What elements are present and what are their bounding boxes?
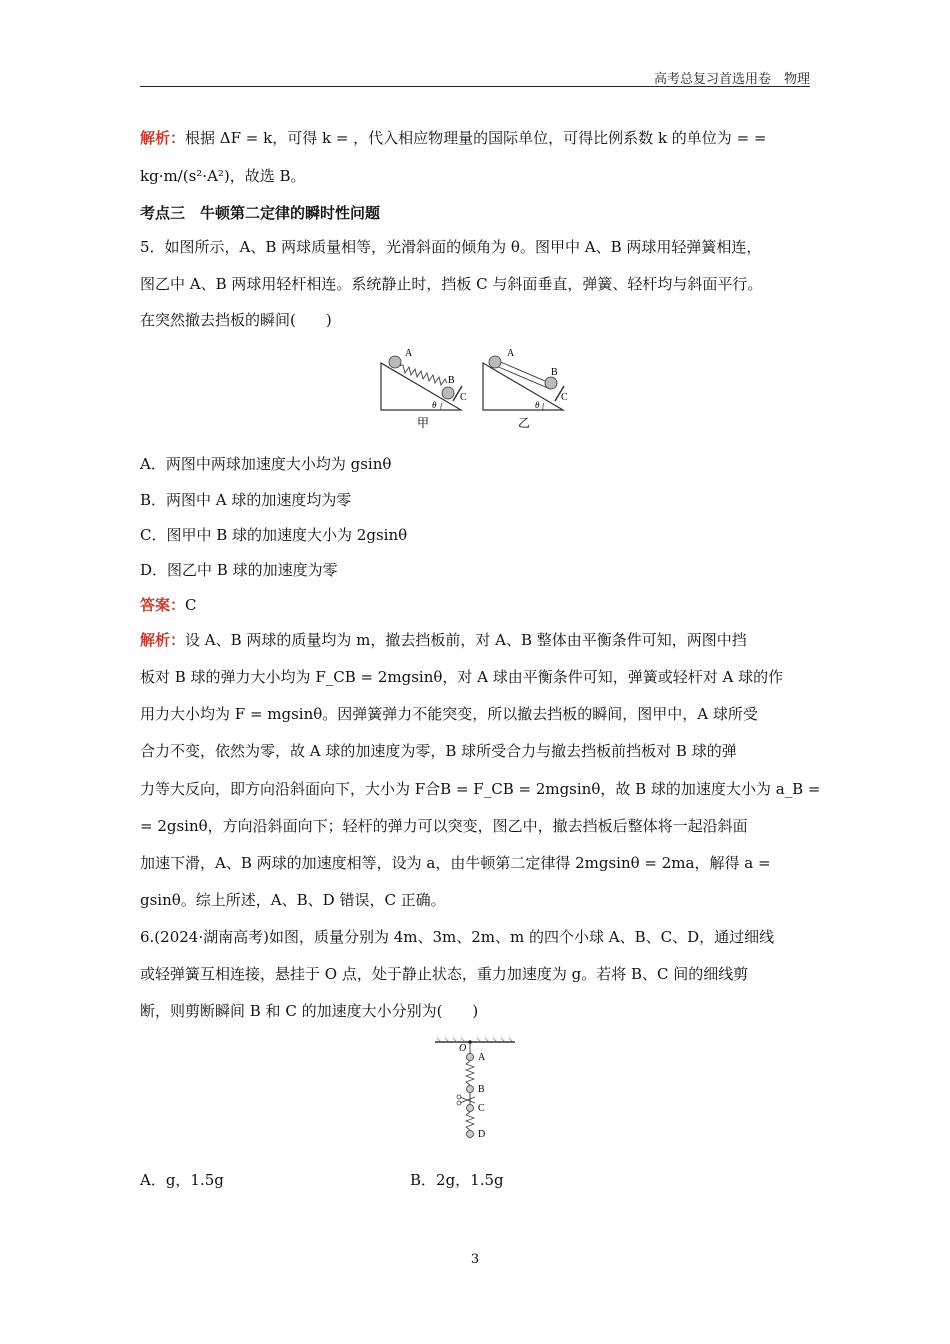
label-c-right: C xyxy=(561,392,568,403)
label-a: A xyxy=(478,1052,486,1063)
q5-analysis-line-8: gsinθ。综上所述，A、B、D 错误，C 正确。 xyxy=(140,891,446,909)
header-title: 高考总复习首选用卷 物理 xyxy=(653,72,810,87)
q5-option-a: A．两图中两球加速度大小均为 gsinθ xyxy=(140,455,392,473)
label-theta-right: θ xyxy=(535,400,540,410)
q5-stem-line-3: 在突然撤去挡板的瞬间( ) xyxy=(140,311,332,329)
q5-option-c: C．图甲中 B 球的加速度大小为 2gsinθ xyxy=(140,526,408,544)
q6-stem-line-1: 6.(2024·湖南高考)如图，质量分别为 4m、3m、2m、m 的四个小球 A、B、C、D，通过细线 xyxy=(140,928,775,946)
q5-analysis-line-6: = 2gsinθ，方向沿斜面向下；轻杆的弹力可以突变，图乙中，撤去挡板后整体将一起沿斜面 xyxy=(140,817,748,835)
analysis-label: 解析： xyxy=(140,129,186,147)
label-o: O xyxy=(459,1043,467,1054)
q5-analysis-line-4: 合力不变，依然为零，故 A 球的加速度为零，B 球所受合力与撤去挡板前挡板对 B 球的弹 xyxy=(140,742,737,760)
label-b-left: B xyxy=(448,375,455,386)
q5-analysis-line-3: 用力大小均为 F = mgsinθ。因弹簧弹力不能突变，所以撤去挡板的瞬间，图甲中，A 球所受 xyxy=(140,705,758,723)
ball-a-right xyxy=(489,356,501,368)
label-c: C xyxy=(478,1103,485,1114)
hanging-balls-diagram xyxy=(433,1037,517,1147)
label-d: D xyxy=(478,1129,486,1140)
q6-stem-line-2: 或轻弹簧互相连接，悬挂于 O 点，处于静止状态，重力加速度为 g。若将 B、C 间的细线剪 xyxy=(140,965,749,983)
q6-option-b: B．2g，1.5g xyxy=(410,1171,504,1189)
q5-analysis-line-7: 加速下滑，A、B 两球的加速度相等，设为 a，由牛顿第二定律得 2mgsinθ = 2ma，解得 a = xyxy=(140,854,771,872)
prev-analysis-line-1 xyxy=(140,128,810,148)
label-a-left: A xyxy=(405,348,413,359)
q5-analysis-line-5: 力等大反向，即方向沿斜面向下，大小为 F合B = F_CB = 2mgsinθ，故 B 球的加速度大小为 a_B = xyxy=(140,780,821,798)
q5-answer xyxy=(140,595,810,615)
answer-label: 答案： xyxy=(140,596,186,614)
ball-b-left xyxy=(442,387,454,399)
ball-b xyxy=(467,1086,474,1093)
prev-analysis-text-1: 根据 ΔF = k，可得 k = ，代入相应物理量的国际单位，可得比例系数 k 的单位为 = = xyxy=(185,129,767,147)
section-heading: 考点三 牛顿第二定律的瞬时性问题 xyxy=(140,204,381,222)
answer-value: C xyxy=(185,596,197,614)
spring-ab xyxy=(466,1061,474,1085)
ball-c xyxy=(467,1105,474,1112)
q5-figure xyxy=(375,343,585,439)
label-a-right: A xyxy=(507,348,515,359)
caption-left: 甲 xyxy=(417,416,430,430)
label-c-left: C xyxy=(460,392,467,403)
ball-a-left xyxy=(389,356,401,368)
incline-diagram xyxy=(375,343,585,435)
q5-analysis-line-2: 板对 B 球的弹力大小均为 F_CB = 2mgsinθ，对 A 球由平衡条件可知，弹簧或轻杆对 A 球的作 xyxy=(140,668,784,686)
spring-cd xyxy=(466,1112,474,1130)
q5-analysis-label: 解析： xyxy=(140,631,186,649)
label-b: B xyxy=(478,1084,485,1095)
scissors-icon xyxy=(460,1097,475,1103)
label-b-right: B xyxy=(551,367,558,378)
q5-analysis-text-1: 设 A、B 两球的质量均为 m，撤去挡板前，对 A、B 整体由平衡条件可知，两图中挡 xyxy=(185,631,747,649)
q5-option-d: D．图乙中 B 球的加速度为零 xyxy=(140,561,338,579)
q5-stem-line-2: 图乙中 A、B 两球用轻杆相连。系统静止时，挡板 C 与斜面垂直，弹簧、轻杆均与斜面平行。 xyxy=(140,275,763,293)
ball-a xyxy=(467,1054,474,1061)
ball-d xyxy=(467,1131,474,1138)
spring xyxy=(397,365,447,385)
q5-analysis-line-1 xyxy=(140,630,810,650)
q5-option-b: B．两图中 A 球的加速度均为零 xyxy=(140,491,352,509)
q6-option-a: A．g，1.5g xyxy=(140,1171,224,1189)
page-header xyxy=(140,68,810,87)
page-number: 3 xyxy=(470,1252,480,1267)
ball-b-right xyxy=(545,377,557,389)
q6-stem-line-3: 断，则剪断瞬间 B 和 C 的加速度大小分别为( ) xyxy=(140,1002,479,1020)
incline-left xyxy=(381,363,461,410)
q6-figure xyxy=(433,1037,517,1151)
label-theta-left: θ xyxy=(432,400,437,410)
q5-stem-line-1: 5．如图所示，A、B 两球质量相等，光滑斜面的倾角为 θ。图甲中 A、B 两球用轻弹簧相连， xyxy=(140,238,762,256)
prev-analysis-text-2: kg·m/(s²·A²)，故选 B。 xyxy=(140,167,306,185)
caption-right: 乙 xyxy=(518,416,531,430)
